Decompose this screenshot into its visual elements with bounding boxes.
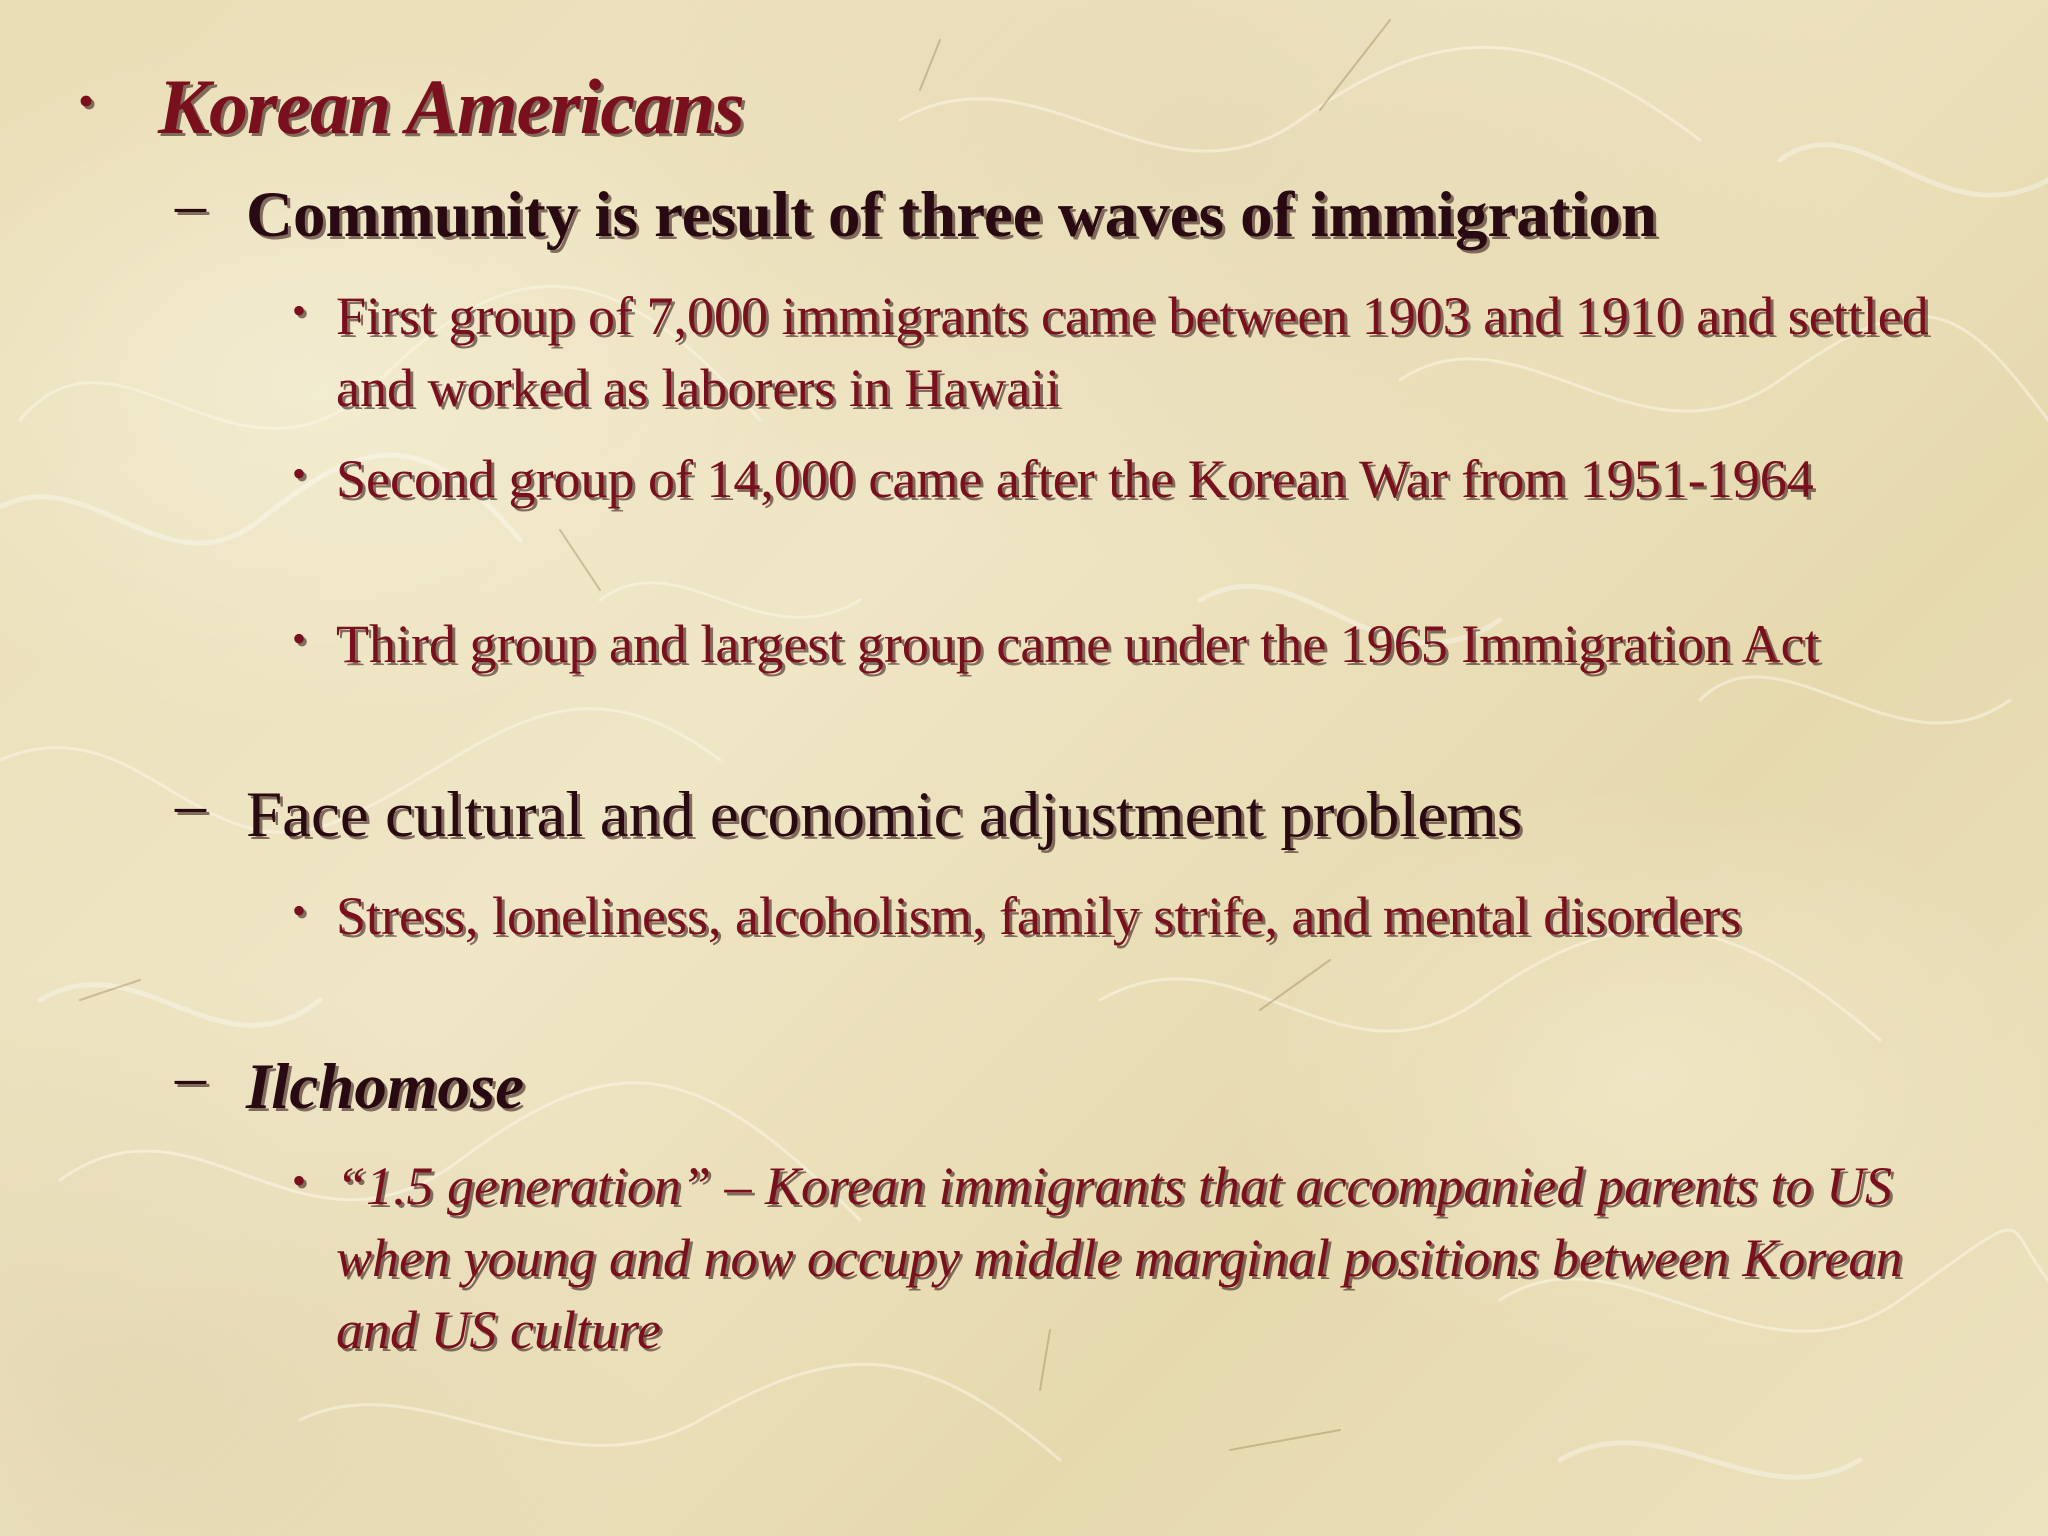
section2-item1-bullet: • — [292, 888, 307, 933]
section2-dash: – — [175, 771, 206, 839]
section3-item1: “1.5 generation” – Korean immigrants that accompanied parents to US when young and now occupy middle marginal positions between Korean and US culture — [336, 1156, 1903, 1360]
section1-item1-bullet: • — [292, 288, 307, 333]
section2-item1: Stress, loneliness, alcoholism, family strife, and mental disorders — [336, 886, 1742, 946]
section1-item3-bullet: • — [292, 616, 307, 661]
slide-heading: Korean Americans — [158, 63, 744, 150]
section3-dash: – — [175, 1043, 206, 1111]
section3-item1-bullet: • — [292, 1158, 307, 1203]
section1-item1: First group of 7,000 immigrants came between 1903 and 1910 and settled and worked as laborers in Hawaii — [336, 286, 1929, 418]
heading-bullet: • — [78, 75, 95, 126]
section1-title: Community is result of three waves of immigration — [246, 179, 1658, 251]
section1-dash: – — [175, 171, 206, 239]
section1-item2: Second group of 14,000 came after the Korean War from 1951-1964 — [336, 449, 1814, 509]
section2-title: Face cultural and economic adjustment problems — [246, 779, 1523, 851]
section1-item3: Third group and largest group came under the 1965 Immigration Act — [336, 614, 1820, 674]
section1-item2-bullet: • — [292, 451, 307, 496]
section3-title: Ilchomose — [246, 1051, 525, 1123]
